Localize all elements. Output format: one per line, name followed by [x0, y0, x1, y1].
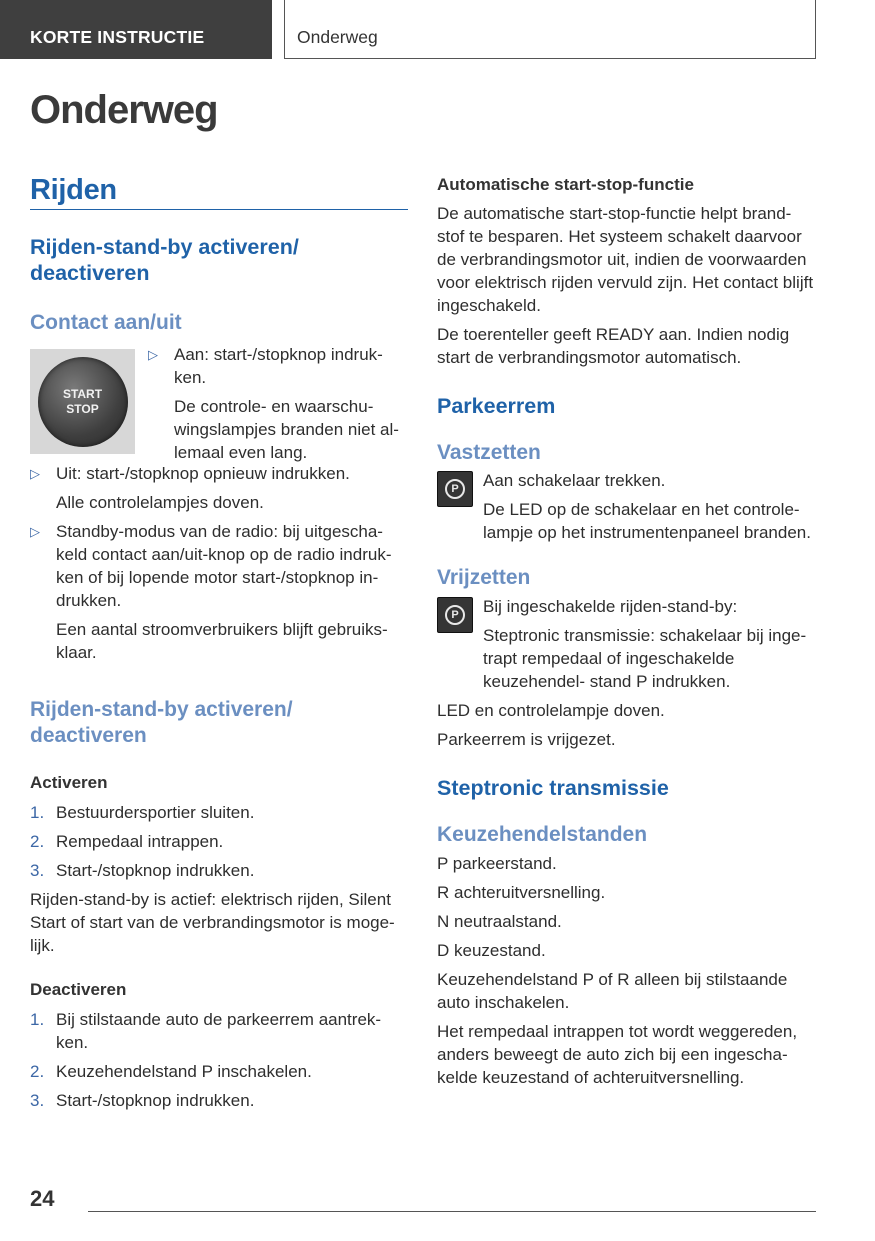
bullet-aan-text: Aan: start-/stopknop indruk- ken. [174, 345, 383, 387]
vastzetten-block [437, 469, 819, 544]
stand-d: D keuzestand. [437, 941, 546, 960]
activeren-list [30, 801, 408, 882]
bullet-aan [148, 343, 410, 389]
left-column [30, 174, 408, 1112]
heading-steptronic: Steptronic transmissie [437, 776, 669, 800]
list-item: 1. Bij stilstaande auto de parkeerrem aantrek- ken. [30, 1010, 382, 1052]
vrijzetten-text-1: Bij ingeschakelde rijden-stand-by: [483, 597, 738, 616]
bullet-radio [30, 520, 408, 612]
stop-label: STOP [66, 401, 99, 416]
list-item: 1. Bestuurdersportier sluiten. [30, 803, 255, 822]
stand-p: P parkeerstand. [437, 854, 557, 873]
parking-brake-icon: P [437, 471, 473, 507]
triangle-bullet-icon: ▷ [148, 347, 158, 362]
keuze-text-1: Keuzehendelstand P of R alleen bij stilstaande auto inschakelen. [437, 970, 788, 1012]
activeren-note: Rijden-stand-by is actief: elektrisch rijden, Silent Start of start van de verbrandingsmotor is moge- lijk. [30, 890, 395, 955]
footer-rule [88, 1211, 816, 1212]
autostop-text-1: De automatische start-stop-functie helpt brand- stof te besparen. Het systeem schakelt daarvoor de verbrandingsmotor uit, indien de voorwaarden voor elektrisch rijden vervuld zijn. Het contact blijft ingeschakeld. [437, 204, 814, 315]
right-column [437, 174, 819, 1089]
heading-vrijzetten: Vrijzetten [437, 566, 531, 589]
bullet-radio-text: Standby-modus van de radio: bij uitgescha- keld contact aan/uit-knop op de radio indruk- ken of bij lopende motor start-/stopknop in- drukken. [56, 522, 392, 610]
chapter-tab: Onderweg [284, 0, 816, 59]
heading-parkeerrem: Parkeerrem [437, 394, 556, 418]
deactiveren-list [30, 1008, 408, 1112]
stand-r: R achteruitversnelling. [437, 883, 606, 902]
vrijzetten-text-2: Steptronic transmissie: schakelaar bij inge- trapt rempedaal of ingeschakelde keuzehendel- stand P indrukken. [483, 626, 807, 691]
heading-rijden: Rijden [30, 174, 408, 210]
heading-standby-2: Rijden-stand-by activeren/ deactiveren [30, 698, 293, 747]
triangle-bullet-icon: ▷ [30, 524, 40, 539]
bullet-aan-sub: De controle- en waarschu- wingslampjes branden niet al- lemaal even lang. [174, 397, 399, 462]
list-item: 3. Start-/stopknop indrukken. [30, 1091, 255, 1110]
heading-deactiveren: Deactiveren [30, 980, 127, 999]
heading-activeren: Activeren [30, 773, 108, 792]
start-stop-button-icon [30, 349, 135, 454]
list-item: 2. Rempedaal intrappen. [30, 832, 224, 851]
keuze-text-2: Het rempedaal intrappen tot wordt weggereden, anders beweegt de auto zich bij een ingescha- kelde keuzestand of achteruitversnelling. [437, 1022, 798, 1087]
parking-brake-icon: P [437, 597, 473, 633]
triangle-bullet-icon: ▷ [30, 466, 40, 481]
heading-autostop: Automatische start-stop-functie [437, 175, 694, 194]
heading-standby: Rijden-stand-by activeren/ deactiveren [30, 235, 299, 285]
autostop-text-2: De toerenteller geeft READY aan. Indien nodig start de verbrandingsmotor automatisch. [437, 325, 790, 367]
start-label: START [62, 386, 103, 401]
bullet-uit [30, 462, 408, 485]
heading-vastzetten: Vastzetten [437, 441, 541, 464]
page-title: Onderweg [30, 88, 218, 132]
heading-keuzehendelstanden: Keuzehendelstanden [437, 823, 648, 846]
bullet-uit-sub: Alle controlelampjes doven. [56, 493, 264, 512]
stand-n: N neutraalstand. [437, 912, 562, 931]
vrijzetten-text-4: Parkeerrem is vrijgezet. [437, 730, 616, 749]
heading-contact: Contact aan/uit [30, 311, 182, 334]
list-item: 3. Start-/stopknop indrukken. [30, 861, 255, 880]
bullet-radio-sub: Een aantal stroomverbruikers blijft gebruiks- klaar. [56, 620, 388, 662]
vastzetten-text-1: Aan schakelaar trekken. [483, 471, 666, 490]
contact-block [30, 343, 408, 462]
vrijzetten-text-3: LED en controlelampje doven. [437, 701, 665, 720]
section-tab: KORTE INSTRUCTIE [0, 0, 272, 59]
bullet-uit-text: Uit: start-/stopknop opnieuw indrukken. [56, 464, 350, 483]
vrijzetten-block [437, 595, 819, 693]
vastzetten-text-2: De LED op de schakelaar en het controle- lampje op het instrumentenpaneel branden. [483, 500, 811, 542]
page-number: 24 [30, 1186, 55, 1211]
list-item: 2. Keuzehendelstand P inschakelen. [30, 1062, 312, 1081]
